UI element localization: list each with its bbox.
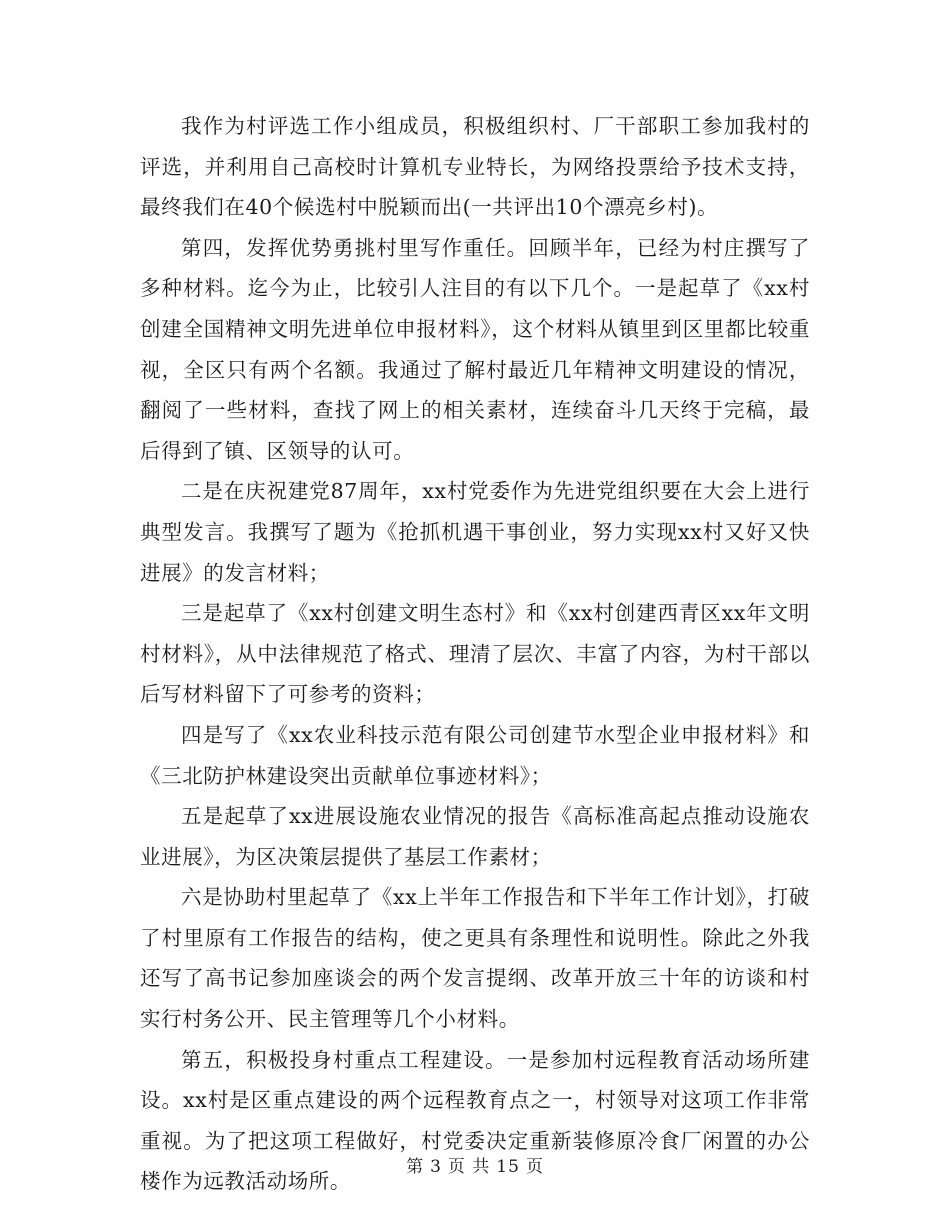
- current-page-number: 3: [430, 1157, 442, 1177]
- paragraph: 二是在庆祝建党87周年，xx村党委作为先进党组织要在大会上进行典型发言。我撰写了题为《抢抓机遇干事创业，努力实现xx村又好又快进展》的发言材料；: [140, 479, 810, 585]
- page-footer: [0, 1152, 950, 1177]
- paragraph: 我作为村评选工作小组成员，积极组织村、厂干部职工参加我村的评选，并利用自己高校时计算机专业特长，为网络投票给予技术支持，最终我们在40个候选村中脱颖而出(一共评出10个漂亮乡村)。: [140, 114, 810, 220]
- paragraph: 第五，积极投身村重点工程建设。一是参加村远程教育活动场所建设。xx村是区重点建设的两个远程教育点之一，村领导对这项工作非常重视。为了把这项工程做好，村党委决定重新装修原冷食厂闲置的办公楼作为远教活动场所。: [140, 1047, 810, 1194]
- total-page-count: 15: [496, 1157, 520, 1177]
- paragraph: 六是协助村里起草了《xx上半年工作报告和下半年工作计划》，打破了村里原有工作报告的结构，使之更具有条理性和说明性。除此之外我还写了高书记参加座谈会的两个发言提纲、改革开放三十年的访谈和村实行村务公开、民主管理等几个小材料。: [140, 885, 810, 1032]
- paragraph: 三是起草了《xx村创建文明生态村》和《xx村创建西青区xx年文明村材料》，从中法律规范了格式、理清了层次、丰富了内容，为村干部以后写材料留下了可参考的资料；: [140, 601, 810, 707]
- paragraph: 四是写了《xx农业科技示范有限公司创建节水型企业申报材料》和《三北防护林建设突出贡献单位事迹材料》；: [140, 722, 810, 788]
- document-body: [140, 106, 810, 1202]
- footer-suffix: 页: [525, 1157, 544, 1177]
- paragraph: 第四，发挥优势勇挑村里写作重任。回顾半年，已经为村庄撰写了多种材料。迄今为止，比较引人注目的有以下几个。一是起草了《xx村创建全国精神文明先进单位申报材料》，这个材料从镇里到区里都比较重视，全区只有两个名额。我通过了解村最近几年精神文明建设的情况，翻阅了一些材料，查找了网上的相关素材，连续奋斗几天终于完稿，最后得到了镇、区领导的认可。: [140, 235, 810, 463]
- footer-middle: 页 共: [447, 1157, 491, 1177]
- paragraph: 五是起草了xx进展设施农业情况的报告《高标准高起点推动设施农业进展》，为区决策层提供了基层工作素材；: [140, 804, 810, 869]
- footer-prefix: 第: [406, 1157, 425, 1177]
